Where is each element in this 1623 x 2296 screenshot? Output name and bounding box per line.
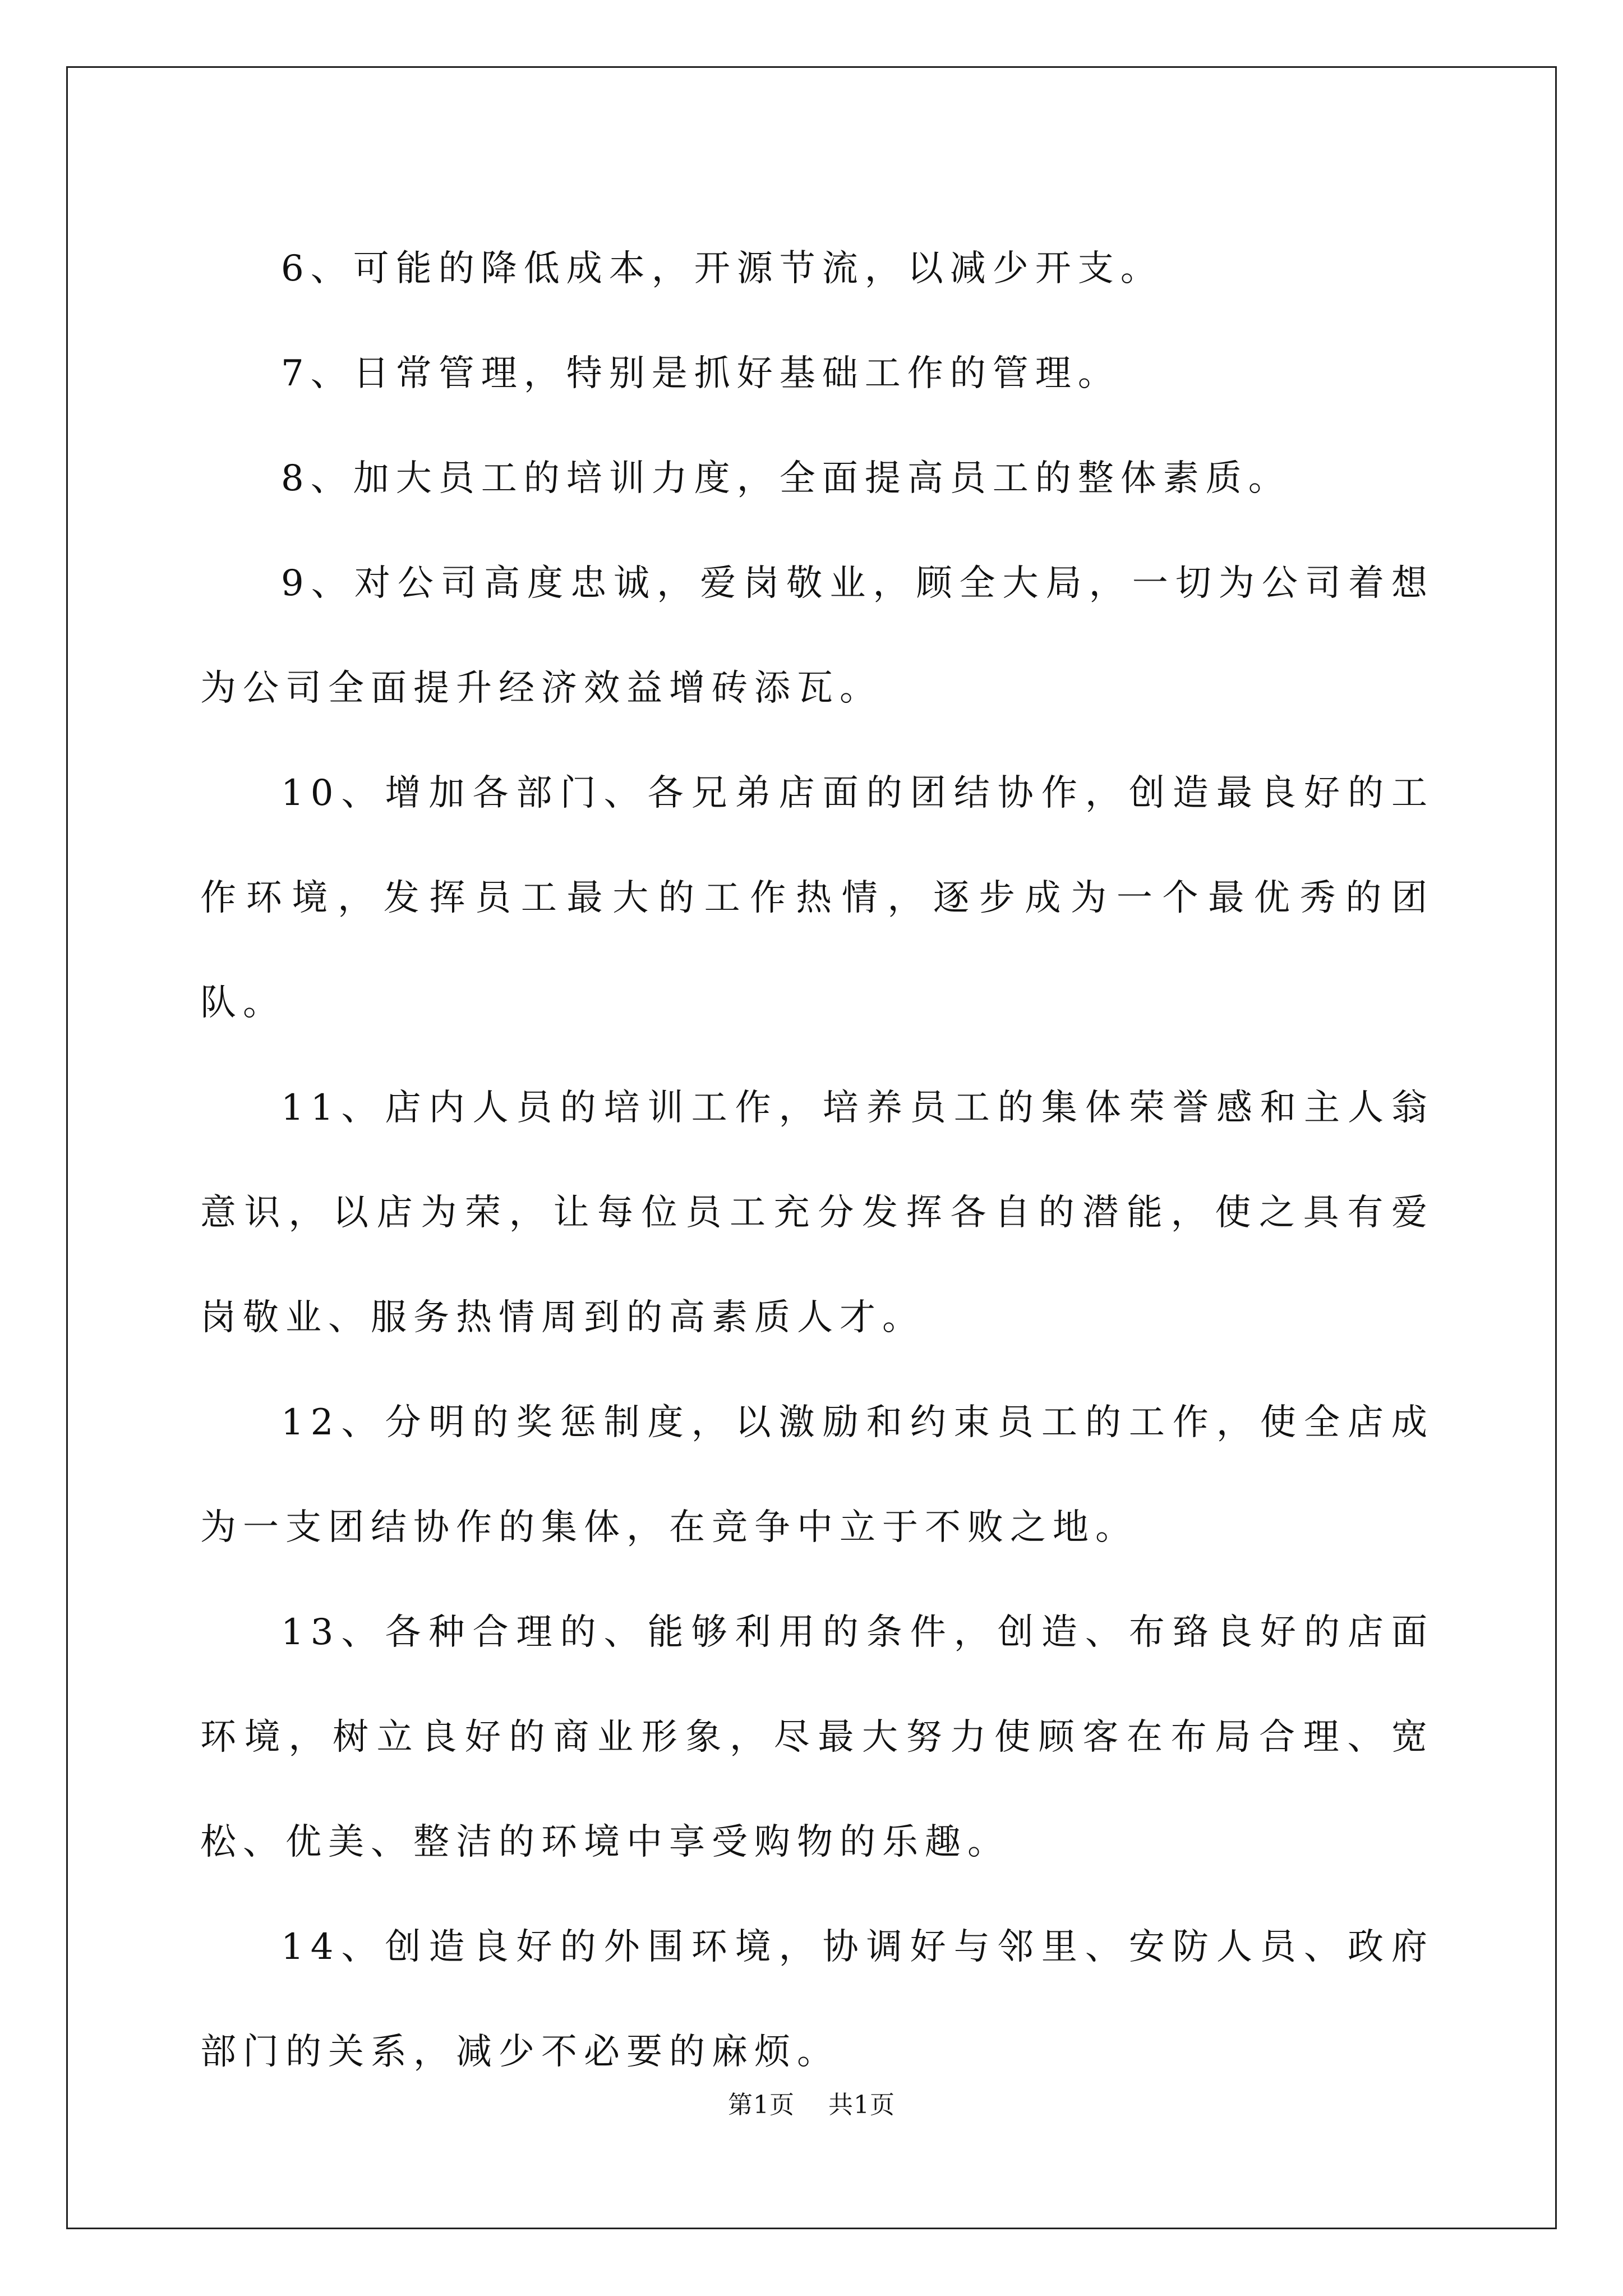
paragraph-item-12: 12、分明的奖惩制度，以激励和约束员工的工作，使全店成为一支团结协作的集体，在竞争中立于不败之地。 <box>200 1402 1434 1548</box>
page-total: 共1页 <box>828 2091 895 2119</box>
paragraph-item-9: 9、对公司高度忠诚，爱岗敬业，顾全大局，一切为公司着想为公司全面提升经济效益增砖添瓦。 <box>200 563 1434 709</box>
paragraph-item-11: 11、店内人员的培训工作，培养员工的集体荣誉感和主人翁意识，以店为荣，让每位员工充分发挥各自的潜能，使之具有爱岗敬业、服务热情周到的高素质人才。 <box>200 1087 1434 1338</box>
document-body <box>200 217 1434 2105</box>
paragraph-item-10: 10、增加各部门、各兄弟店面的团结协作，创造最良好的工作环境，发挥员工最大的工作热情，逐步成为一个最优秀的团队。 <box>200 772 1434 1024</box>
paragraph-item-13: 13、各种合理的、能够利用的条件，创造、布臵良好的店面环境，树立良好的商业形象，尽最大努力使顾客在布局合理、宽松、优美、整洁的环境中享受购物的乐趣。 <box>200 1612 1434 1863</box>
paragraph-item-6: 6、可能的降低成本，开源节流，以减少开支。 <box>281 248 1163 289</box>
paragraph-item-8: 8、加大员工的培训力度，全面提高员工的整体素质。 <box>281 458 1291 499</box>
paragraph-item-14: 14、创造良好的外围环境，协调好与邻里、安防人员、政府部门的关系，减少不必要的麻烦。 <box>200 1926 1434 2073</box>
page-footer <box>0 2090 1623 2121</box>
paragraph-item-7: 7、日常管理，特别是抓好基础工作的管理。 <box>281 353 1121 394</box>
page-number: 第1页 <box>728 2091 795 2119</box>
